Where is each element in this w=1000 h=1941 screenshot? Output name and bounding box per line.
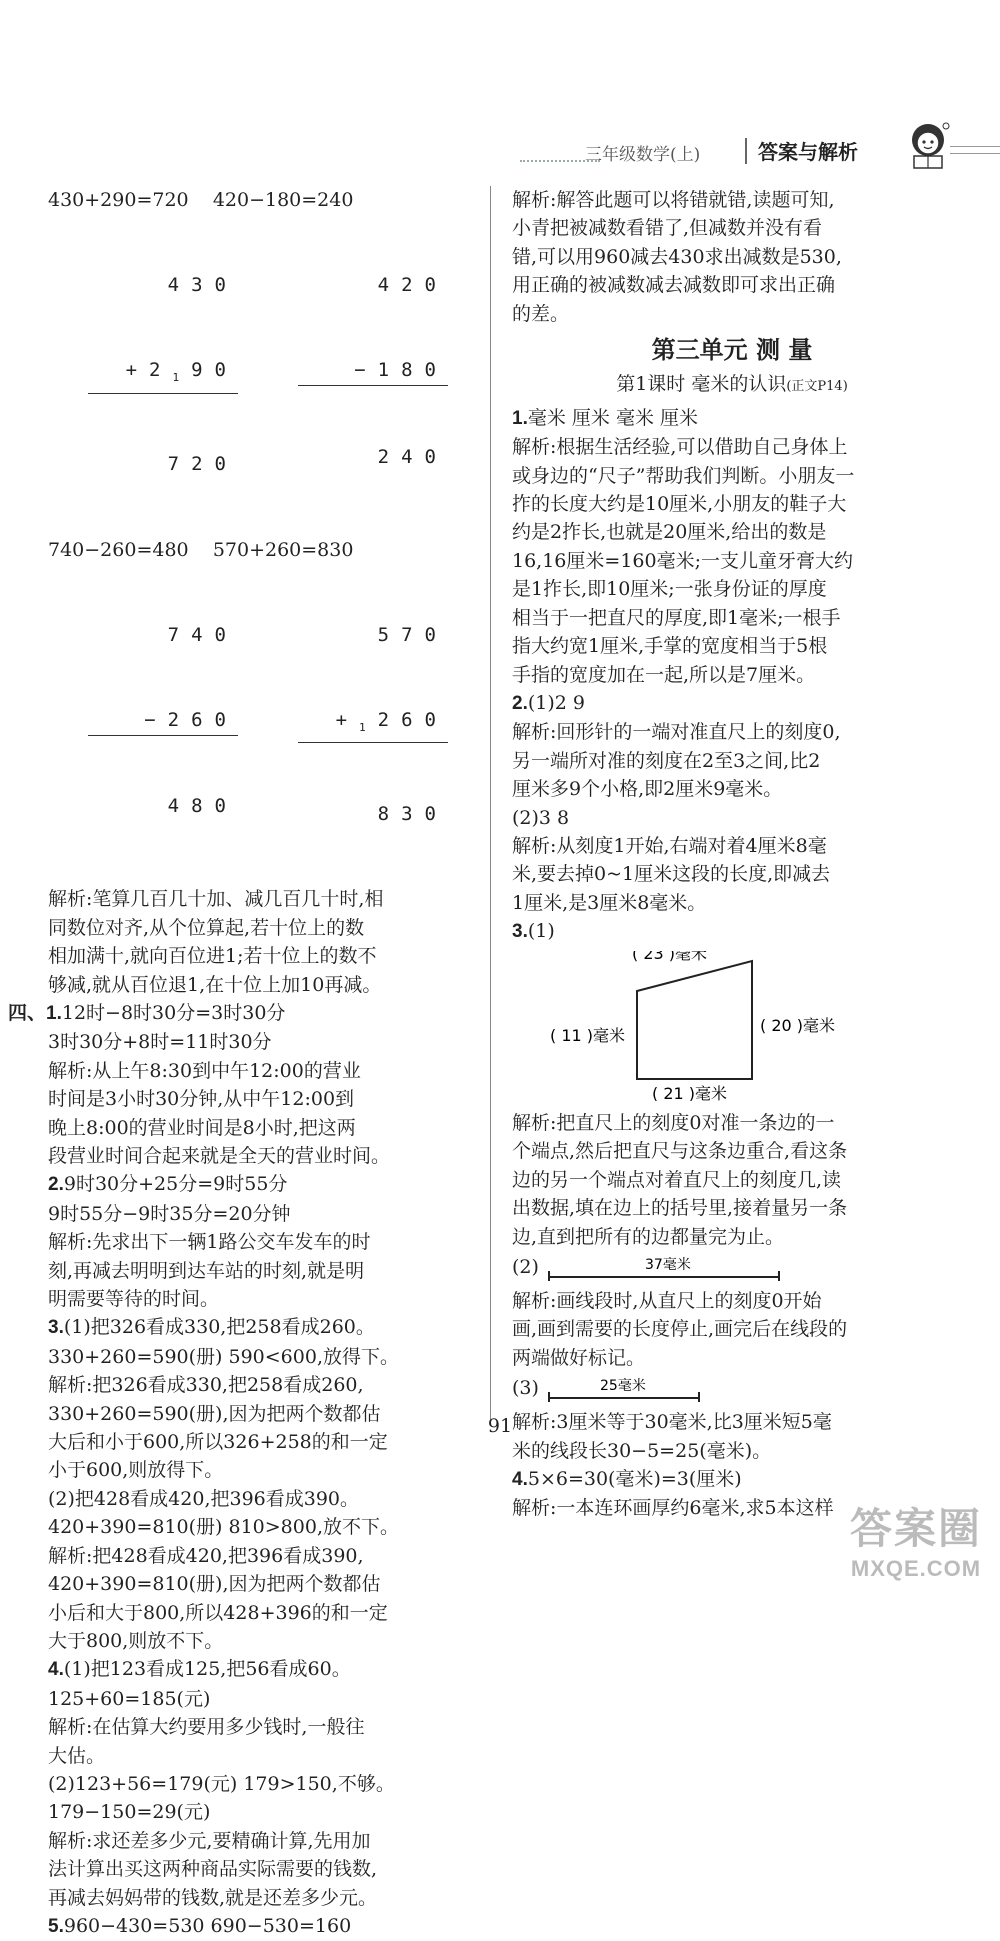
operator: + (335, 709, 360, 732)
a1 (512, 404, 952, 433)
segment-row-1 (512, 1253, 952, 1285)
equation-row-1 (48, 186, 478, 214)
explanation-line: 解析:笔算几百几十加、减几百几十时,相 (48, 888, 384, 911)
digit: 4 (191, 623, 215, 646)
digit: 2 (167, 709, 192, 732)
answer-line: 179−150=29(元) (48, 1801, 211, 1824)
digit: 0 (214, 274, 238, 297)
digit: 7 (167, 453, 192, 476)
explanation-line: 解析:回形针的一端对准直尺上的刻度0, (512, 721, 841, 744)
digit: 0 (214, 709, 238, 732)
explanation-line: 相加满十,就向百位进1;若十位上的数不 (48, 945, 377, 968)
explanation-line: 手指的宽度加在一起,所以是7厘米。 (512, 663, 816, 686)
answer-line: 9时30分+25分=9时55分 (63, 1173, 288, 1196)
digit: 2 (377, 445, 402, 468)
a4 (512, 1465, 952, 1494)
unit-title: 第三单元 测 量 (651, 335, 813, 365)
carry-mark: 1 (359, 720, 378, 734)
explanation-line: 个端点,然后把直尺与这条边重合,看这条 (512, 1140, 848, 1163)
trapezoid-left-label: ( 11 )毫米 (550, 1025, 626, 1045)
lesson-reference: (正文P14) (786, 379, 848, 395)
explanation-line: 解析:一本连环画厚约6毫米,求5本这样 (512, 1497, 834, 1520)
explanation-line: 解析:从上午8:30到中午12:00的营业 (48, 1059, 361, 1082)
operator: − (354, 359, 378, 382)
digit: 7 (167, 623, 192, 646)
explanation-line: 解析:把326看成330,把258看成260, (48, 1374, 364, 1397)
explanation-line: 解析:解答此题可以将错就错,读题可知, (512, 189, 835, 211)
question-number: 2. (48, 1174, 64, 1196)
answer-line: (2)3 8 (512, 806, 570, 829)
section-4-q1 (8, 999, 478, 1028)
explanation-line: 解析:求还差多少元,要精确计算,先用加 (48, 1829, 371, 1852)
vertical-calc (298, 214, 448, 535)
explanation-line: 解析:把428看成420,把396看成390, (48, 1544, 364, 1567)
answer-line: 960−430=530 690−530=160 (63, 1914, 352, 1937)
trapezoid-figure (512, 951, 952, 1101)
mascot-icon (900, 118, 956, 174)
digit: 2 (149, 359, 173, 382)
watermark (850, 1496, 982, 1582)
explanation-line: 法计算出买这两种商品实际需要的钱数, (48, 1858, 378, 1881)
explanation-line: 小后和大于800,所以428+396的和一定 (48, 1601, 388, 1624)
vertical-calc-pair (48, 214, 478, 535)
watermark-url: MXQE.COM (850, 1556, 982, 1581)
explanation-line: 米,要去掉0~1厘米这段的长度,即减去 (512, 863, 831, 886)
question-number: 4. (48, 1659, 64, 1681)
digit: 8 (401, 359, 425, 382)
digit: 7 (401, 623, 425, 646)
digit: 5 (377, 623, 402, 646)
explanation-line: 解析:在估算大约要用多少钱时,一般往 (48, 1716, 365, 1739)
explanation-line: 同数位对齐,从个位算起,若十位上的数 (48, 916, 365, 939)
digit: 8 (377, 803, 402, 826)
page-header (520, 118, 1000, 178)
section-label: 四、 (8, 1001, 47, 1024)
answer-line: (1)2 9 (527, 691, 585, 714)
explanation-line: 晚上8:00的营业时间是8小时,把这两 (48, 1116, 356, 1139)
answer-line: (2)把428看成420,把396看成390。 (48, 1487, 360, 1510)
equation: 420−180=240 (212, 189, 354, 211)
equation: 430+290=720 (48, 189, 189, 211)
digit: 0 (424, 803, 448, 826)
equation: 570+260=830 (212, 538, 354, 561)
explanation-line: 解析:把直尺上的刻度0对准一条边的一 (512, 1111, 835, 1134)
question-number: 3. (48, 1317, 64, 1339)
explanation-line: 大后和小于600,所以326+258的和一定 (48, 1431, 388, 1454)
digit: 0 (214, 623, 238, 646)
explanation-line: 解析:画线段时,从直尺上的刻度0开始 (512, 1290, 822, 1312)
explanation-line: 两端做好标记。 (512, 1346, 646, 1369)
q2 (48, 1170, 478, 1199)
digit: 0 (424, 274, 448, 297)
explanation-line: 或身边的“尺子”帮助我们判断。小朋友一 (512, 464, 855, 487)
digit: 4 (167, 795, 192, 818)
explanation-line: 刻,再减去明明到达车站的时刻,就是明 (48, 1259, 365, 1282)
explanation-line: 用正确的被减数减去减数即可求出正确 (512, 274, 836, 297)
trapezoid-top-label: ( 23 )毫米 (632, 950, 708, 963)
explanation-line: 错,可以用960减去430求出减数是530, (512, 245, 842, 268)
digit: 0 (214, 359, 238, 382)
digit: 0 (214, 453, 238, 476)
equation: 740−260=480 (48, 538, 189, 561)
explanation-line: 的差。 (512, 302, 570, 325)
part-label: (2) (512, 1256, 539, 1278)
question-number: 2. (512, 692, 528, 714)
digit: 2 (191, 453, 215, 476)
carry-mark: 1 (172, 371, 192, 385)
explanation-line: 16,16厘米=160毫米;一支儿童牙膏大约 (512, 549, 853, 572)
digit: 4 (167, 274, 192, 297)
explanation-line: 相当于一把直尺的厚度,即1毫米;一根手 (512, 606, 841, 629)
q3 (48, 1313, 478, 1342)
answer-line: 12时−8时30分=3时30分 (61, 1001, 286, 1024)
digit: 0 (424, 709, 448, 732)
digit: 0 (424, 445, 448, 468)
equation-row-2 (48, 536, 478, 564)
digit: 2 (401, 274, 425, 297)
right-column (512, 186, 952, 1523)
a3 (512, 917, 952, 946)
explanation-line: 解析:根据生活经验,可以借助自己身体上 (512, 436, 848, 459)
explanation-line: 小于600,则放得下。 (48, 1459, 224, 1482)
explanation-line: 够减,就从百位退1,在十位上加10再减。 (48, 973, 382, 996)
digit: 0 (424, 623, 448, 646)
answer-line: (1)把326看成330,把258看成260。 (63, 1316, 375, 1339)
explanation-line: 大于800,则放不下。 (48, 1629, 224, 1652)
explanation-line: 420+390=810(册),因为把两个数都估 (48, 1573, 381, 1596)
explanation-line: 是1拃长,即10厘米;一张身份证的厚度 (512, 578, 827, 601)
answer-line: 420+390=810(册) 810>800,放不下。 (48, 1516, 399, 1539)
explanation-line: 解析:3厘米等于30毫米,比3厘米短5毫 (512, 1411, 832, 1434)
question-number: 1. (46, 1002, 62, 1024)
explanation-line: 另一端所对准的刻度在2至3之间,比2 (512, 749, 821, 772)
part-label: (1) (527, 920, 555, 943)
explanation-line: 指大约宽1厘米,手掌的宽度相当于5根 (512, 635, 828, 658)
trapezoid-bottom-label: ( 21 )毫米 (652, 1083, 728, 1101)
vertical-calc (88, 214, 238, 535)
explanation-line: 米的线段长30−5=25(毫米)。 (512, 1439, 772, 1462)
vertical-calc (298, 564, 448, 885)
header-grade: 三年级数学(上) (585, 145, 701, 165)
explanation-line: 小青把被减数看错了,但减数并没有看 (512, 217, 823, 240)
left-column (8, 186, 478, 1941)
question-number: 1. (512, 407, 528, 429)
digit-with-carry (172, 356, 214, 392)
q5 (48, 1912, 478, 1941)
explanation-line: 拃的长度大约是10厘米,小朋友的鞋子大 (512, 493, 847, 516)
operator: − (144, 709, 168, 732)
question-number: 5. (48, 1915, 64, 1937)
explanation-line: 大估。 (48, 1744, 106, 1767)
segment-label: 37毫米 (644, 1257, 691, 1273)
column-divider (490, 186, 491, 1426)
explanation-line: 出数据,填在边上的括号里,接着量另一条 (512, 1197, 848, 1220)
explanation-line: 厘米多9个小格,即2厘米9毫米。 (512, 778, 783, 801)
explanation-line: 边的另一个端点对着直尺上的刻度几,读 (512, 1168, 842, 1191)
answer-line: 330+260=590(册) 590<600,放得下。 (48, 1345, 399, 1368)
explanation-line: 解析:从刻度1开始,右端对着4厘米8毫 (512, 834, 827, 857)
line-segment-figure (545, 1374, 705, 1404)
vertical-calc (88, 564, 238, 885)
trapezoid-shape (637, 961, 752, 1079)
segment-label: 25毫米 (599, 1378, 646, 1395)
explanation-line: 再减去妈妈带的钱数,就是还差多少元。 (48, 1886, 378, 1909)
line-segment-figure (545, 1253, 785, 1283)
explanation-line: 段营业时间合起来就是全天的营业时间。 (48, 1145, 391, 1167)
digit: 4 (377, 274, 402, 297)
page-number: 91 (487, 1415, 513, 1437)
digit-with-carry (359, 706, 401, 742)
operator: + (125, 359, 150, 382)
answer-line: 9时55分−9时35分=20分钟 (48, 1202, 291, 1225)
lesson-title: 第1课时 毫米的认识 (616, 373, 787, 396)
explanation-line: 边,直到把所有的边都量完为止。 (512, 1225, 785, 1248)
digit: 1 (377, 359, 402, 382)
answer-line: 3时30分+8时=11时30分 (48, 1031, 272, 1054)
explanation-line: 1厘米,是3厘米8毫米。 (512, 891, 707, 914)
digit: 8 (191, 795, 215, 818)
explanation-line: 画,画到需要的长度停止,画完后在线段的 (512, 1318, 848, 1341)
digit: 4 (401, 445, 425, 468)
segment-row-2 (512, 1374, 952, 1406)
explanation-line: 明需要等待的时间。 (48, 1288, 220, 1311)
header-title: 答案与解析 (758, 140, 858, 164)
question-number: 4. (512, 1469, 528, 1491)
explanation-line: 时间是3小时30分钟,从中午12:00到 (48, 1088, 355, 1111)
part-label: (3) (512, 1377, 539, 1400)
answer-line: (2)123+56=179(元) 179>150,不够。 (48, 1772, 395, 1795)
a2 (512, 689, 952, 718)
explanation-line: 解析:先求出下一辆1路公交车发车的时 (48, 1231, 371, 1254)
digit: 3 (401, 803, 425, 826)
vertical-calc-pair (48, 564, 478, 885)
answer-line: 5×6=30(毫米)=3(厘米) (527, 1468, 742, 1491)
digit: 6 (401, 709, 425, 732)
answer-line: (1)把123看成125,把56看成60。 (63, 1658, 351, 1681)
watermark-brand: 答案圈 (849, 1505, 982, 1552)
lesson-title-row (512, 370, 952, 401)
explanation-line: 约是2拃长,也就是20厘米,给出的数是 (512, 521, 827, 544)
digit: 6 (191, 709, 215, 732)
question-number: 3. (512, 921, 528, 943)
digit: 2 (377, 709, 402, 732)
header-rule (950, 146, 1000, 147)
digit: 3 (191, 274, 215, 297)
answer-line: 毫米 厘米 毫米 厘米 (527, 406, 698, 429)
answer-line: 125+60=185(元) (48, 1687, 211, 1710)
q4 (48, 1655, 478, 1684)
digit: 9 (191, 359, 215, 382)
trapezoid-right-label: ( 20 )毫米 (760, 1015, 836, 1035)
digit: 0 (424, 359, 448, 382)
explanation-line: 330+260=590(册),因为把两个数都估 (48, 1402, 381, 1425)
header-rule-2 (950, 153, 1000, 154)
digit: 0 (214, 795, 238, 818)
header-divider (745, 138, 747, 164)
